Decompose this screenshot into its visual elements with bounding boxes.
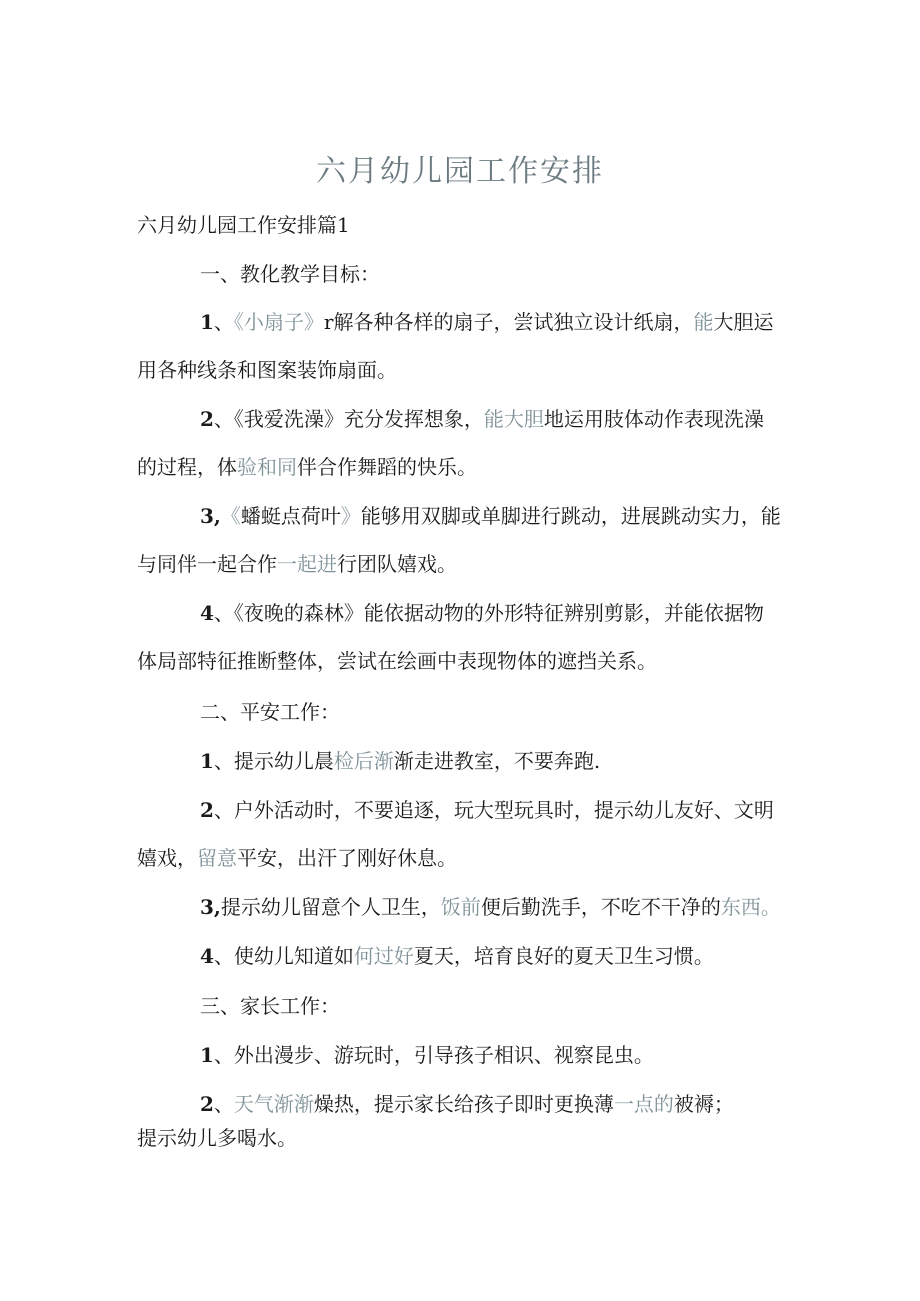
paragraph-line: 用各种线条和图案装饰扇面。 bbox=[137, 358, 397, 382]
paragraph-line: 4、《夜晚的森林》能依据动物的外形特征辨别剪影，并能依据物 bbox=[200, 601, 764, 625]
section-heading-parents: 三、家长工作： bbox=[200, 994, 340, 1018]
section-heading-safety: 二、平安工作： bbox=[200, 700, 340, 724]
paragraph-line: 2、天气渐渐燥热，提示家长给孩子即时更换薄一点的被褥； bbox=[200, 1092, 734, 1116]
paragraph-line: 1、《小扇子》r解各种各样的扇子，尝试独立设计纸扇，能大胆运 bbox=[200, 310, 774, 334]
paragraph-line: 嬉戏，留意平安，出汗了刚好休息。 bbox=[137, 846, 457, 870]
paragraph-line: 1、外出漫步、游玩时，引导孩子相识、视察昆虫。 bbox=[200, 1043, 654, 1067]
paragraph-line: 1、提示幼儿晨检后渐渐走进教室，不要奔跑. bbox=[200, 749, 601, 773]
paragraph-line: 与同伴一起合作一起进行团队嬉戏。 bbox=[137, 552, 457, 576]
document-subtitle: 六月幼儿园工作安排篇1 bbox=[137, 213, 350, 237]
paragraph-line: 3,《蟠蜓点荷叶》能够用双脚或单脚进行跳动，进展跳动实力，能 bbox=[200, 504, 781, 528]
document-title: 六月幼儿园工作安排 bbox=[316, 154, 604, 189]
paragraph-line: 的过程，体验和同伴合作舞蹈的快乐。 bbox=[137, 455, 477, 479]
paragraph-line: 2、《我爱洗澡》充分发挥想象，能大胆地运用肢体动作表现洗澡 bbox=[200, 407, 764, 431]
paragraph-line: 提示幼儿多喝水。 bbox=[137, 1126, 297, 1150]
paragraph-line: 2、户外活动时，不要追逐，玩大型玩具时，提示幼儿友好、文明 bbox=[200, 798, 774, 822]
paragraph-line: 体局部特征推断整体，尝试在绘画中表现物体的遮挡关系。 bbox=[137, 649, 657, 673]
paragraph-line: 4、使幼儿知道如何过好夏天，培育良好的夏天卫生习惯。 bbox=[200, 944, 714, 968]
paragraph-line: 3,提示幼儿留意个人卫生，饭前便后勤洗手，不吃不干净的东西。 bbox=[200, 895, 781, 919]
section-heading-teaching-goals: 一、教化教学目标： bbox=[200, 262, 380, 286]
